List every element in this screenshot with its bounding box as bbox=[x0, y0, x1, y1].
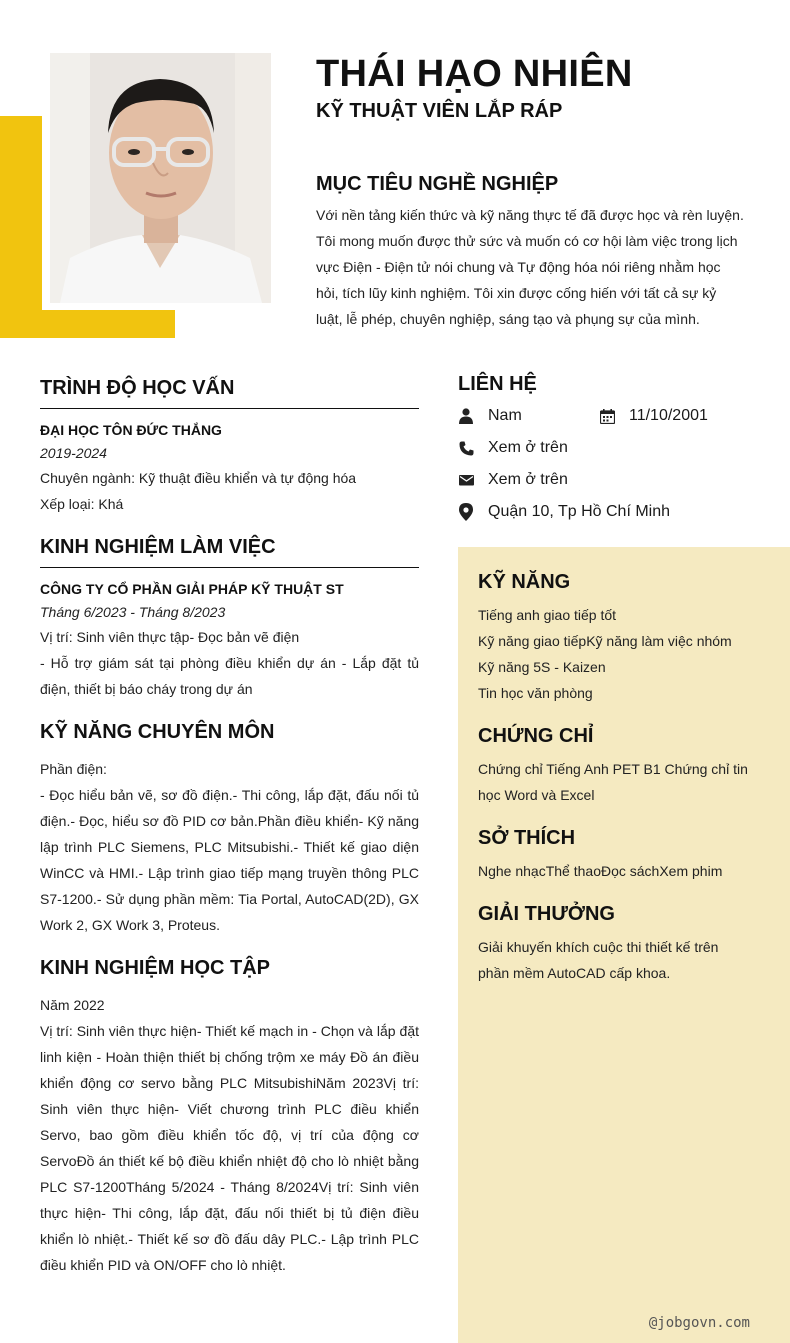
email-value: Xem ở trên bbox=[488, 471, 568, 488]
divider bbox=[40, 408, 419, 409]
study-title: KINH NGHIỆM HỌC TẬP bbox=[40, 957, 270, 979]
education-period: 2019-2024 bbox=[40, 445, 107, 461]
accent-bar-left bbox=[0, 116, 42, 338]
contact-title: LIÊN HỆ bbox=[458, 373, 537, 395]
pro-skills-text: - Đọc hiểu bản vẽ, sơ đồ điện.- Thi công, lắp đặt, đấu nối tủ điện.- Đọc, hiểu sơ đồ PID cơ bản.Phần điều khiển- Kỹ năng lập trình PLC Siemens, PLC Mitsubishi.- Thiết kế giao diện WinCC và HMI.- Lập trình giao tiếp mạng truyền thông PLC S7-1200.- Sử dụng phần mềm: Tia Portal, AutoCAD(2D), GX Work 2, GX Work 3, Proteus. bbox=[40, 787, 419, 933]
hobbies-title: SỞ THÍCH bbox=[478, 827, 576, 849]
birthday-value: 11/10/2001 bbox=[629, 407, 708, 424]
calendar-icon bbox=[599, 408, 615, 424]
objective-text: Với nền tảng kiến thức và kỹ năng thực tế đã được học và rèn luyện. Tôi mong muốn được thử sức và muốn có cơ hội làm việc trong lịch vực Điện - Điện tử nói chung và Tự động hóa nói riêng nhằm học hỏi, tích lũy kinh nghiệm. Tôi xin được cống hiến với tất cả sự kỷ luật, lễ phép, chuyên nghiệp, sáng tạo và phụng sự của mình. bbox=[316, 207, 744, 327]
study-year: Năm 2022 bbox=[40, 997, 105, 1013]
sidebar-panel bbox=[458, 547, 790, 1343]
gender-value: Nam bbox=[488, 407, 522, 424]
work-position: Vị trí: Sinh viên thực tập- Đọc bản vẽ điện bbox=[40, 629, 300, 645]
work-company: CÔNG TY CỔ PHẦN GIẢI PHÁP KỸ THUẬT ST bbox=[40, 581, 344, 597]
location-icon bbox=[458, 504, 474, 520]
phone-icon bbox=[458, 440, 474, 456]
candidate-role: KỸ THUẬT VIÊN LẮP RÁP bbox=[316, 100, 563, 122]
watermark: @jobgovn.com bbox=[648, 1315, 750, 1331]
education-school: ĐẠI HỌC TÔN ĐỨC THẮNG bbox=[40, 422, 222, 438]
contact-email[interactable] bbox=[458, 466, 568, 494]
phone-value: Xem ở trên bbox=[488, 439, 568, 456]
hobbies-section bbox=[478, 826, 758, 884]
contact-birthday bbox=[599, 402, 708, 430]
skill-item: Tin học văn phòng bbox=[478, 685, 593, 701]
awards-text: Giải khuyến khích cuộc thi thiết kế trên phần mềm AutoCAD cấp khoa. bbox=[478, 939, 719, 981]
education-major: Chuyên ngành: Kỹ thuật điều khiển và tự động hóa bbox=[40, 470, 357, 486]
header bbox=[316, 52, 756, 123]
divider bbox=[40, 567, 419, 568]
address-value: Quận 10, Tp Hồ Chí Minh bbox=[488, 503, 671, 520]
contact-section bbox=[458, 372, 778, 520]
person-icon bbox=[458, 408, 474, 424]
skills-list bbox=[478, 602, 758, 706]
work-period: Tháng 6/2023 - Tháng 8/2023 bbox=[40, 604, 226, 620]
certs-section bbox=[478, 724, 750, 808]
objective-title: MỤC TIÊU NGHỀ NGHIỆP bbox=[316, 173, 559, 195]
certs-title: CHỨNG CHỈ bbox=[478, 725, 594, 747]
skill-item: Kỹ năng 5S - Kaizen bbox=[478, 659, 606, 675]
skill-item: Kỹ năng giao tiếpKỹ năng làm việc nhóm bbox=[478, 633, 732, 649]
skills-title: KỸ NĂNG bbox=[478, 571, 571, 593]
contact-gender bbox=[458, 402, 522, 430]
awards-title: GIẢI THƯỞNG bbox=[478, 903, 615, 925]
work-section bbox=[40, 535, 419, 702]
pro-skills-section bbox=[40, 720, 419, 938]
work-description: - Hỗ trợ giám sát tại phòng điều khiển dự án - Lắp đặt tủ điện, thiết bị báo cháy trong dự án bbox=[40, 655, 419, 697]
pro-skills-intro: Phần điện: bbox=[40, 761, 107, 777]
certs-text: Chứng chỉ Tiếng Anh PET B1 Chứng chỉ tin học Word và Excel bbox=[478, 761, 748, 803]
awards-section bbox=[478, 902, 728, 986]
education-grade: Xếp loại: Khá bbox=[40, 496, 124, 512]
hobbies-text: Nghe nhạcThể thaoĐọc sáchXem phim bbox=[478, 863, 723, 879]
education-section bbox=[40, 376, 419, 517]
education-title: TRÌNH ĐỘ HỌC VẤN bbox=[40, 377, 235, 399]
mail-icon bbox=[458, 472, 474, 488]
skill-item: Tiếng anh giao tiếp tốt bbox=[478, 607, 617, 623]
accent-bar-bottom bbox=[0, 310, 175, 338]
pro-skills-title: KỸ NĂNG CHUYÊN MÔN bbox=[40, 721, 275, 743]
contact-phone[interactable] bbox=[458, 434, 568, 462]
contact-address bbox=[458, 498, 670, 526]
profile-photo bbox=[50, 53, 271, 303]
work-title: KINH NGHIỆM LÀM VIỆC bbox=[40, 536, 276, 558]
study-section bbox=[40, 956, 419, 1278]
candidate-name: THÁI HẠO NHIÊN bbox=[316, 53, 633, 95]
skills-section bbox=[478, 570, 758, 706]
objective-section bbox=[316, 172, 744, 332]
study-text: Vị trí: Sinh viên thực hiện- Thiết kế mạch in - Chọn và lắp đặt linh kiện - Hoàn thiện thiết bị chống trộm xe máy Đồ án điều khiển động cơ servo bằng PLC MitsubishiNăm 2023Vị trí: Sinh viên thực hiện- Viết chương trình PLC điều khiển Servo, bao gồm điều khiển tốc độ, vị trí của động cơ ServoĐồ án thiết kế bộ điều khiển nhiệt độ cho lò nhiệt bằng PLC S7-1200Tháng 5/2024 - Tháng 8/2024Vị trí: Sinh viên thực hiện- Thi công, lắp đặt, đấu nối thiết bị tủ điện điều khiển lò nhiệt.- Thiết kế sơ đồ đấu dây PLC.- Lập trình PLC điều khiển PID và ON/OFF cho lò nhiệt. bbox=[40, 1023, 419, 1273]
